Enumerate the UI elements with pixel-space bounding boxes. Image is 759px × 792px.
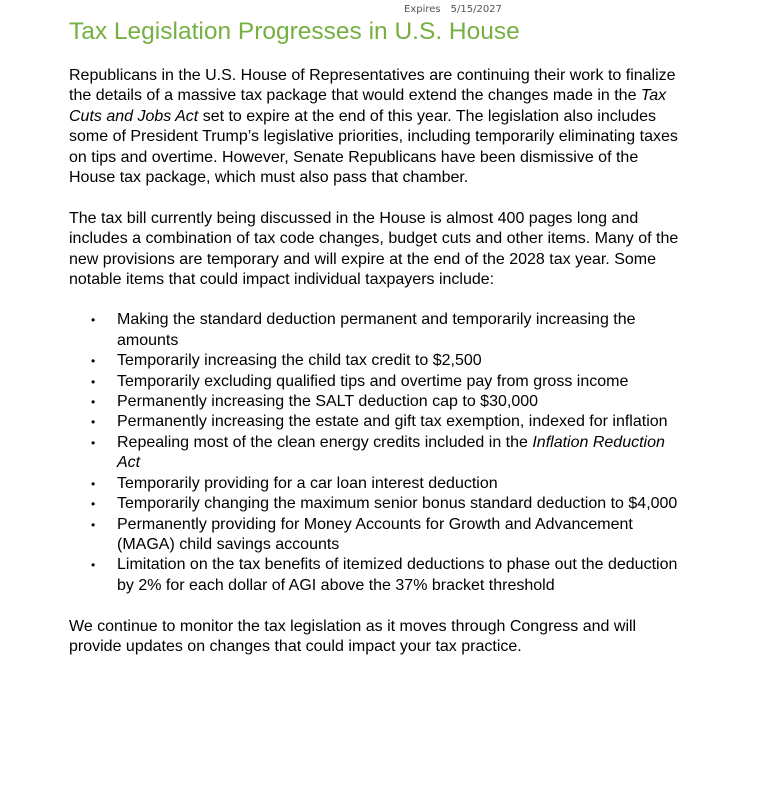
article-body	[69, 66, 679, 678]
provisions-paragraph: The tax bill currently being discussed in the House is almost 400 pages long and includes a combination of tax code changes, budget cuts and other items. Many of the new provisions are temporary and will expire at the end of the 2028 tax year. Some notable items that could impact individual taxpayers include:	[69, 209, 679, 289]
list-item-text: Permanently increasing the SALT deduction cap to $30,000	[117, 393, 539, 411]
ira-title: Inflation Reduction Act	[117, 433, 665, 472]
bullet-icon: •	[91, 313, 96, 328]
list-item-text: Permanently increasing the estate and gift tax exemption, indexed for inflation	[117, 413, 668, 431]
bullet-icon: •	[91, 558, 96, 573]
bullet-icon: •	[91, 476, 96, 491]
expires-date: 5/15/2027	[450, 4, 502, 15]
list-item	[69, 412, 679, 432]
bullet-icon: •	[91, 435, 96, 450]
article-title: Tax Legislation Progresses in U.S. House	[69, 18, 520, 45]
list-item	[69, 351, 679, 371]
expiration-notice	[404, 4, 502, 15]
list-item-text: Repealing most of the clean energy credits included in the	[117, 433, 533, 451]
list-item	[69, 494, 679, 514]
list-item-text: Temporarily increasing the child tax credit to $2,500	[117, 352, 482, 370]
bullet-icon: •	[91, 517, 96, 532]
intro-text-2: set to expire at the end of this year. The legislation also includes some of President Trump’s legislative priorities, including temporarily eliminating taxes on tips and overtime. However, Senate Republicans have been dismissive of the House tax package, which must also pass that chamber.	[69, 107, 678, 187]
expires-label: Expires	[404, 4, 441, 15]
bullet-icon: •	[91, 374, 96, 389]
intro-text-1: Republicans in the U.S. House of Representatives are continuing their work to finalize the details of a massive tax package that would extend the changes made in the	[69, 67, 676, 105]
list-item	[69, 433, 679, 474]
bullet-icon: •	[91, 415, 96, 430]
list-item-text: Temporarily changing the maximum senior bonus standard deduction to $4,000	[117, 495, 678, 513]
list-item-text: Permanently providing for Money Accounts for Growth and Advancement (MAGA) child savings accounts	[117, 515, 633, 553]
list-item	[69, 474, 679, 494]
list-item-text: Temporarily excluding qualified tips and overtime pay from gross income	[117, 372, 629, 390]
bullet-icon: •	[91, 395, 96, 410]
list-item	[69, 372, 679, 392]
bullet-icon: •	[91, 354, 96, 369]
intro-paragraph	[69, 66, 679, 188]
bullet-icon: •	[91, 497, 96, 512]
list-item-text: Making the standard deduction permanent and temporarily increasing the amounts	[117, 311, 636, 349]
tcja-title: Tax Cuts and Jobs Act	[69, 87, 667, 125]
closing-paragraph: We continue to monitor the tax legislation as it moves through Congress and will provide updates on changes that could impact your tax practice.	[69, 617, 637, 655]
list-item	[69, 555, 679, 596]
list-item	[69, 310, 679, 351]
list-item	[69, 392, 679, 412]
list-item-text: Temporarily providing for a car loan interest deduction	[117, 474, 498, 492]
list-item-text: Limitation on the tax benefits of itemized deductions to phase out the deduction by 2% for each dollar of AGI above the 37% bracket threshold	[117, 556, 678, 594]
list-item	[69, 515, 679, 556]
provisions-list	[69, 310, 679, 596]
